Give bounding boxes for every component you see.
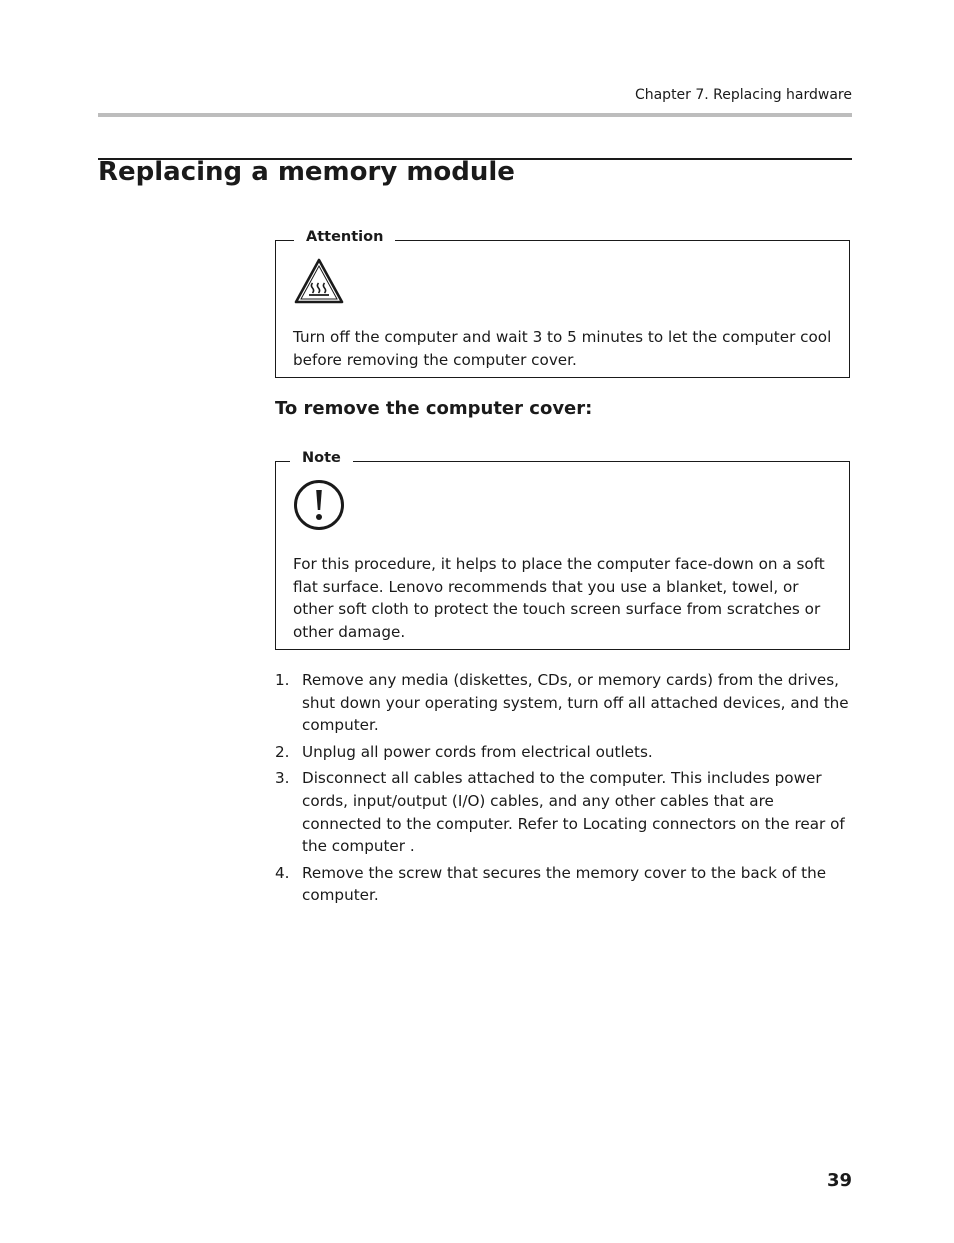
step-number: 2. (275, 742, 290, 761)
attention-text: Turn off the computer and wait 3 to 5 minutes to let the computer cool before removing the computer cover. (293, 328, 832, 369)
step-text: Remove the screw that secures the memory cover to the back of the computer. (302, 863, 827, 905)
list-item (275, 741, 850, 764)
step-number: 1. (275, 671, 290, 689)
page-number: 39 (826, 1170, 852, 1191)
list-item (275, 669, 850, 737)
step-number: 3. (275, 769, 290, 788)
note-label: Note (290, 450, 353, 466)
procedure-steps (275, 669, 850, 911)
page-title: Replacing a memory module (98, 157, 515, 187)
step-text: Unplug all power cords from electrical outlets. (302, 742, 653, 761)
note-text: For this procedure, it helps to place the computer face-down on a soft flat surface. Lenovo recommends that you use a blanket, towel, or other soft cloth to protect the touch screen surface from scratches or other damage. (293, 555, 825, 641)
section-heading: To remove the computer cover: (275, 398, 593, 419)
note-box (275, 450, 850, 650)
exclamation-circle-icon (293, 479, 345, 535)
step-number: 4. (275, 863, 290, 882)
running-header: Chapter 7. Replacing hardware (634, 87, 852, 103)
attention-label: Attention (294, 229, 395, 245)
header-rule (98, 113, 852, 117)
list-item (275, 862, 850, 907)
hot-surface-warning-icon (293, 257, 345, 309)
attention-box (275, 229, 850, 378)
step-text: Remove any media (diskettes, CDs, or memory cards) from the drives, shut down your operating system, turn off all attached devices, and the computer. (302, 671, 849, 735)
step-text: Disconnect all cables attached to the computer. This includes power cords, input/output (I/O) cables, and any other cables that are connected to the computer. Refer to Locating connectors on the rear of the computer . (302, 769, 845, 856)
list-item (275, 767, 850, 857)
